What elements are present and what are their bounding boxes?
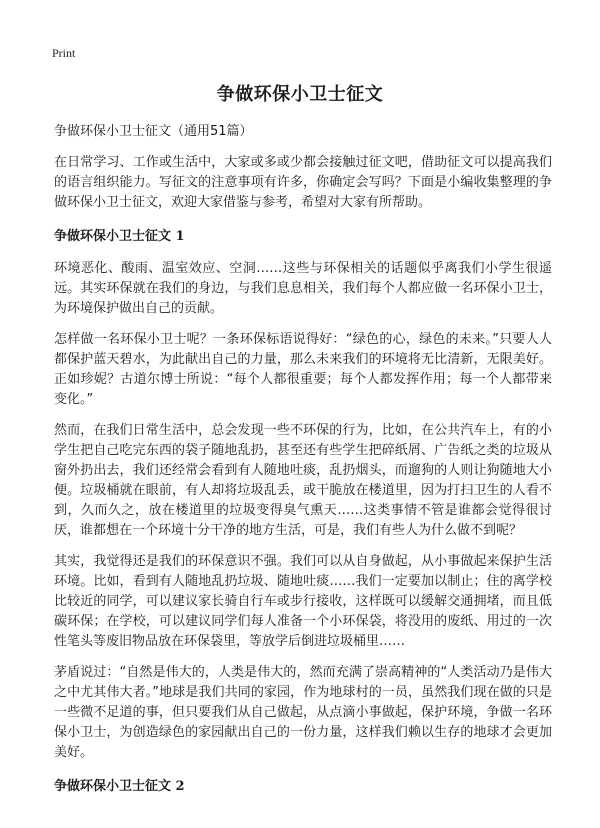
section-1-paragraph-4: 其实，我觉得还是我们的环保意识不强。我们可以从自身做起，从小事做起来保护生活环境。比如，看到有人随地乱扔垃圾、随地吐痰……我们一定要加以制止；住的离学校比较近的同学，可以建议家长骑自行车或步行接收，这样既可以缓解交通拥堵，而且低碳环保；在学校，可以建议同学们每人准备一个小环保袋，将没用的废纸、用过的一次性笔头等废旧物品放在环保袋里，等放学后倒进垃圾桶里……: [54, 554, 552, 649]
intro-paragraph: 在日常学习、工作或生活中，大家或多或少都会接触过征文吧，借助征文可以提高我们的语言组织能力。写征文的注意事项有许多，你确定会写吗？下面是小编收集整理的争做环保小卫士征文，欢迎大家借鉴与参考，希望对大家有所帮助。: [54, 155, 552, 210]
document-subtitle: 争做环保小卫士征文（通用51篇）: [54, 124, 253, 139]
document-body: [54, 122, 552, 809]
section-1-paragraph-2: 怎样做一名环保小卫士呢？一条环保标语说得好：“绿色的心，绿色的未来。”只要人人都保护蓝天碧水，为此献出自己的力量，那么未来我们的环境将无比清新，无限美好。正如珍妮？古道尔博士所说：“每个人都很重要；每个人都发挥作用；每一个人都带来变化。”: [54, 332, 552, 407]
section-heading-2: 争做环保小卫士征文 2: [54, 779, 185, 794]
print-link[interactable]: Print: [52, 46, 76, 60]
document-title: 争做环保小卫士征文: [216, 84, 384, 105]
section-1-paragraph-5: 茅盾说过：“自然是伟大的，人类是伟大的，然而充满了崇高精神的“人类活动乃是伟大之中尤其伟大者。”地球是我们共同的家园，作为地球村的一员，虽然我们现在做的只是一些微不足道的事，但只要我们从自己做起，从点滴小事做起，保护环境，争做一名环保小卫士，为创造绿色的家园献出自己的一份力量，这样我们赖以生存的地球才会更加美好。: [54, 665, 552, 760]
section-1-paragraph-1: 环境恶化、酸雨、温室效应、空洞……这些与环保相关的话题似乎离我们小学生很遥远。其实环保就在我们的身边，与我们息息相关，我们每个人都应做一名环保小卫士，为环境保护做出自己的贡献。: [54, 261, 552, 316]
section-1-paragraph-3: 然而，在我们日常生活中，总会发现一些不环保的行为，比如，在公共汽车上，有的小学生把自己吃完东西的袋子随地乱扔，甚至还有些学生把碎纸屑、广告纸之类的垃圾从窗外扔出去，我们还经常会看到有人随地吐痰，乱扔烟头，而遛狗的人则让狗随地大小便。垃圾桶就在眼前，有人却将垃圾乱丢，或干脆放在楼道里，因为打扫卫生的人看不到，久而久之，放在楼道里的垃圾变得臭气熏天……这类事情不管是谁都会觉得很讨厌，谁都想在一个环境十分干净的地方生活，可是，我们有些人为什么做不到呢？: [54, 423, 552, 538]
section-heading-1: 争做环保小卫士征文 1: [54, 229, 185, 244]
